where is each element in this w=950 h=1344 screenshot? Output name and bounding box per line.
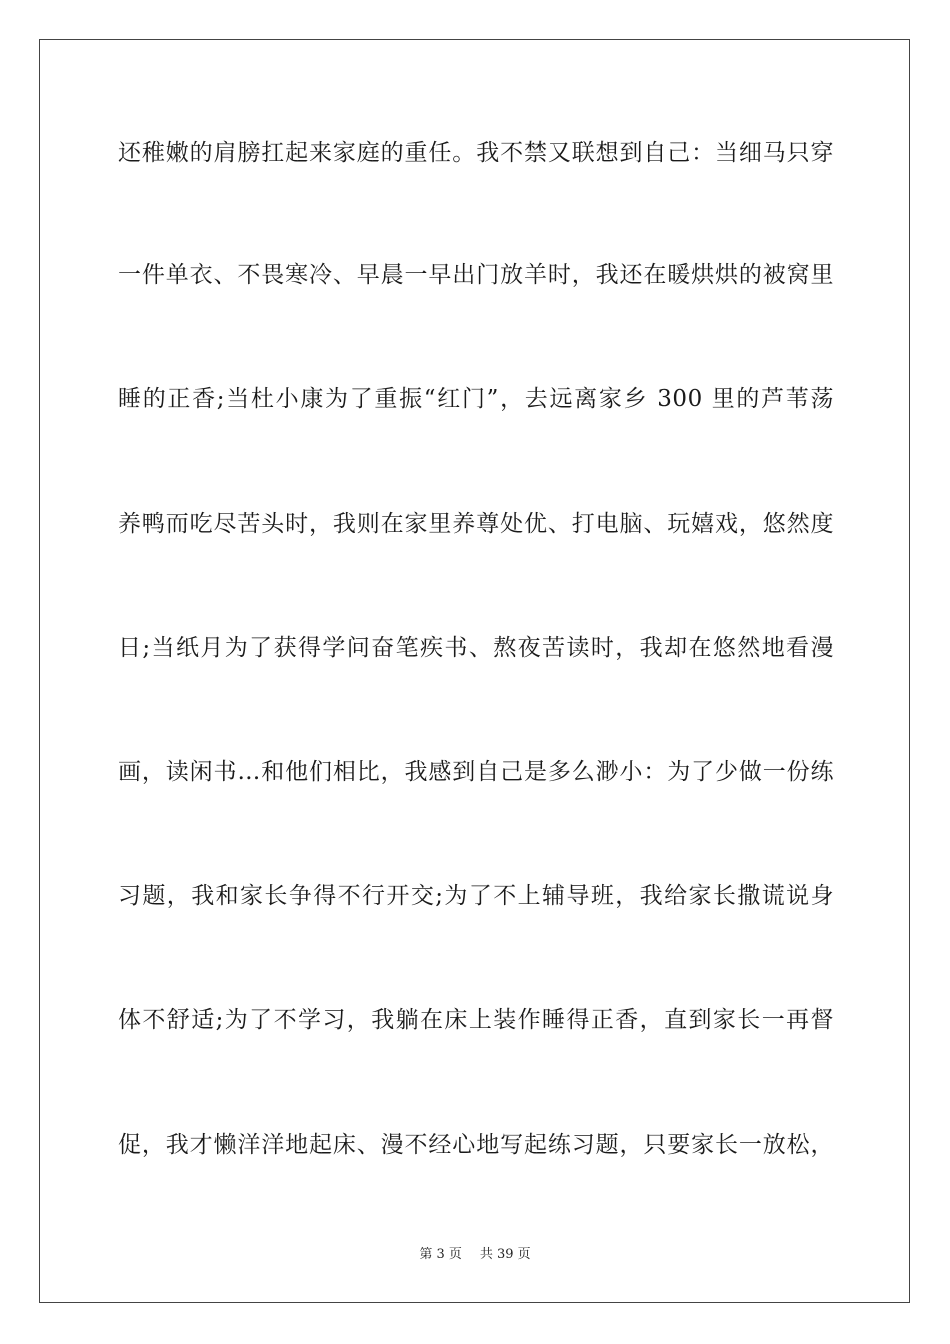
page-border bbox=[39, 39, 910, 1303]
body-text-line-4: 养鸭而吃尽苦头时，我则在家里养尊处优、打电脑、玩嬉戏，悠然度 bbox=[118, 511, 834, 537]
body-text-line-5: 日;当纸月为了获得学问奋笔疾书、熬夜苦读时，我却在悠然地看漫 bbox=[118, 635, 834, 661]
body-text-line-2: 一件单衣、不畏寒冷、早晨一早出门放羊时，我还在暖烘烘的被窝里 bbox=[118, 262, 834, 288]
body-text-line-8: 体不舒适;为了不学习，我躺在床上装作睡得正香，直到家长一再督 bbox=[118, 1007, 834, 1033]
body-text-line-3: 睡的正香;当杜小康为了重振“红门”，去远离家乡 300 里的芦苇荡 bbox=[118, 386, 834, 412]
total-page-count: 共 39 页 bbox=[479, 1247, 531, 1262]
page-footer bbox=[0, 1245, 950, 1265]
body-text-line-6: 画，读闲书…和他们相比，我感到自己是多么渺小：为了少做一份练 bbox=[118, 759, 834, 785]
body-text-line-1: 还稚嫩的肩膀扛起来家庭的重任。我不禁又联想到自己：当细马只穿 bbox=[118, 140, 834, 166]
body-text-line-9: 促，我才懒洋洋地起床、漫不经心地写起练习题，只要家长一放松， bbox=[118, 1132, 834, 1158]
current-page-number: 第 3 页 bbox=[419, 1247, 462, 1262]
body-text-line-7: 习题，我和家长争得不行开交;为了不上辅导班，我给家长撒谎说身 bbox=[118, 883, 834, 909]
